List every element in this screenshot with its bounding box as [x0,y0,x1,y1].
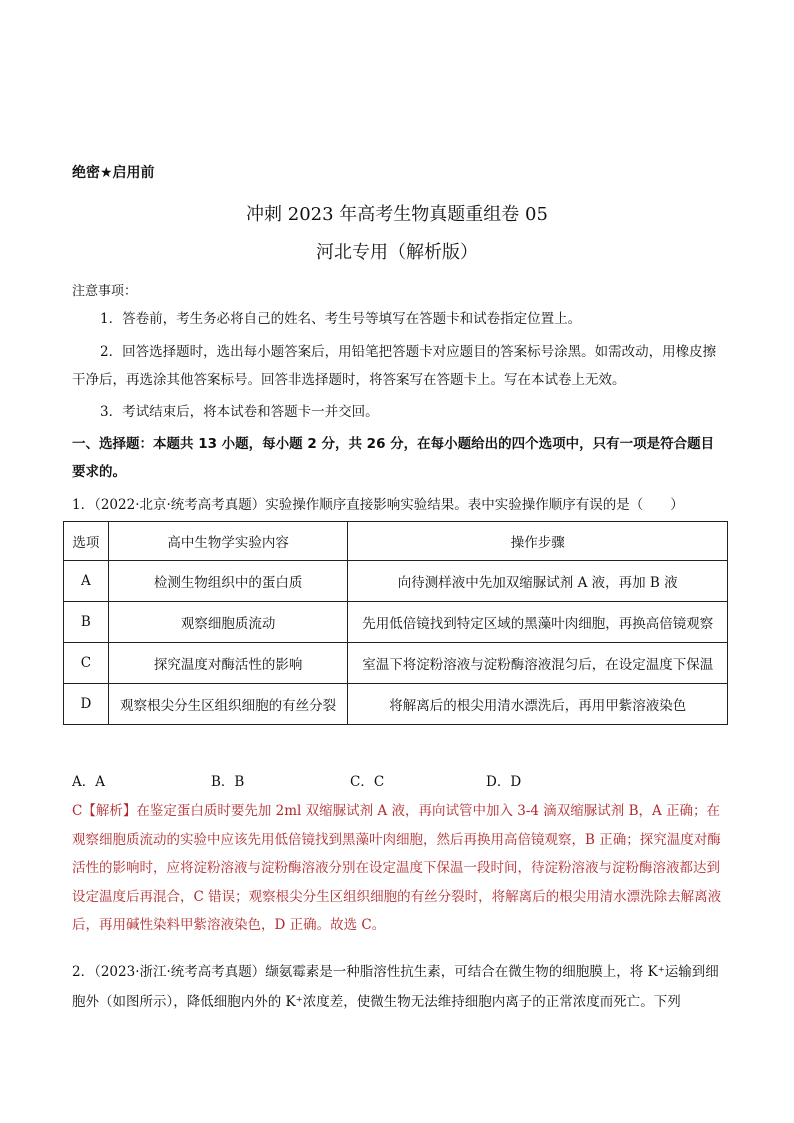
question-2-stem: 2．（2023·浙江·统考高考真题）缬氨霉素是一种脂溶性抗生素，可结合在微生物的细胞膜上，将 K⁺运输到细胞外（如图所示），降低细胞内外的 K⁺浓度差，使微生物无法维持细胞内离子的正常浓度而死亡。下列 [72,964,719,1010]
table-cell: 先用低倍镜找到特定区域的黑藻叶肉细胞，再换高倍镜观察 [348,602,728,643]
table-cell: 检测生物组织中的蛋白质 [108,561,348,602]
table-row [64,561,728,602]
option-a: A．A [72,774,105,790]
notice-item-3: 3．考试结束后，将本试卷和答题卡一并交回。 [100,404,379,420]
question-1-analysis: C【解析】在鉴定蛋白质时要先加 2ml 双缩脲试剂 A 液，再向试管中加入 3-4 滴双缩脲试剂 B，A 正确；在观察细胞质流动的实验中应该先用低倍镜找到黑藻叶肉细胞，然后再换用高倍镜观察，B 正确；探究温度对酶活性的影响时，应将淀粉溶液与淀粉酶溶液分别在设定温度下保温一段时间，待淀粉溶液与淀粉酶溶液都达到设定温度后再混合，C 错误；观察根尖分生区组织细胞的有丝分裂时，将解离后的根尖用清水漂洗除去解离液后，再用碱性染料甲紫溶液染色，D 正确。故选 C。 [72,803,722,933]
page-title: 冲刺 2023 年高考生物真题重组卷 05 [246,204,548,225]
table-cell: A [64,561,109,602]
notice-heading: 注意事项： [72,284,138,299]
notice-item-1: 1．答卷前，考生务必将自己的姓名、考生号等填写在答题卡和试卷指定位置上。 [100,311,582,327]
option-c: C．C [350,774,385,790]
table-header-row [64,522,728,561]
table-cell: 向待测样液中先加双缩脲试剂 A 液，再加 B 液 [348,561,728,602]
table-header-cell: 高中生物学实验内容 [108,522,348,561]
page-subtitle: 河北专用（解析版） [316,242,478,263]
table-row [64,643,728,684]
section-heading: 一、选择题：本题共 13 小题，每小题 2 分，共 26 分，在每小题给出的四个选项中，只有一项是符合题目要求的。 [72,436,715,480]
table-cell: B [64,602,109,643]
table-cell: 探究温度对酶活性的影响 [108,643,348,684]
table-cell: C [64,643,109,684]
experiment-table [63,521,728,725]
question-1-stem: 1．（2022·北京·统考高考真题）实验操作顺序直接影响实验结果。表中实验操作顺序有误的是（ ） [72,497,684,513]
table-cell: 观察细胞质流动 [108,602,348,643]
table-cell: D [64,684,109,725]
option-d: D．D [486,774,522,790]
table-cell: 观察根尖分生区组织细胞的有丝分裂 [108,684,348,725]
table-header-cell: 选项 [64,522,109,561]
secret-label: 绝密★启用前 [72,165,155,181]
table-row [64,684,728,725]
table-cell: 室温下将淀粉溶液与淀粉酶溶液混匀后，在设定温度下保温 [348,643,728,684]
notice-item-2: 2．回答选择题时，选出每小题答案后，用铅笔把答题卡对应题目的答案标号涂黑。如需改动，用橡皮擦干净后，再选涂其他答案标号。回答非选择题时，将答案写在答题卡上。写在本试卷上无效。 [72,344,717,388]
table-header-cell: 操作步骤 [348,522,728,561]
table-row [64,602,728,643]
option-b: B．B [211,774,245,790]
table-cell: 将解离后的根尖用清水漂洗后，再用甲紫溶液染色 [348,684,728,725]
